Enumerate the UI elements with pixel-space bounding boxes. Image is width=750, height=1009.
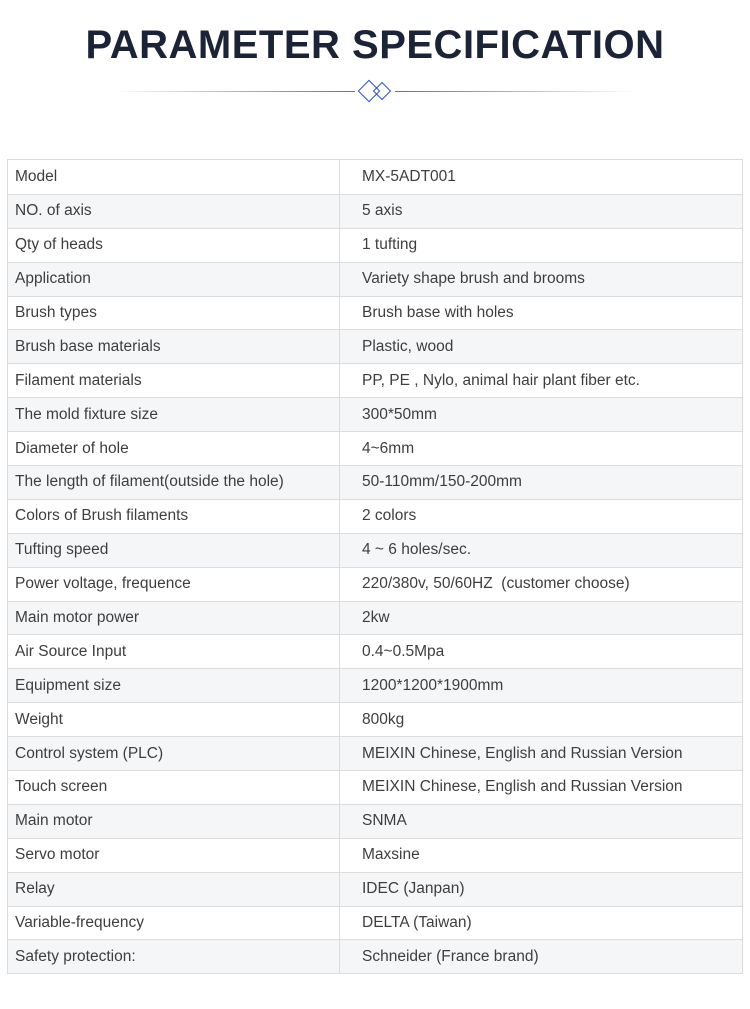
table-row	[8, 939, 742, 973]
spec-value: 300*50mm	[362, 405, 437, 423]
spec-label: Servo motor	[8, 839, 340, 872]
spec-label: Qty of heads	[8, 229, 340, 262]
page-title: PARAMETER SPECIFICATION	[85, 23, 665, 67]
spec-value: 1200*1200*1900mm	[362, 676, 504, 694]
table-row	[8, 770, 742, 804]
table-row	[8, 329, 742, 363]
table-row	[8, 296, 742, 330]
spec-label: Brush base materials	[8, 330, 340, 363]
spec-label: Air Source Input	[8, 635, 340, 668]
table-row	[8, 194, 742, 228]
spec-value: IDEC (Janpan)	[362, 880, 465, 898]
spec-label: Weight	[8, 703, 340, 736]
spec-table	[7, 159, 743, 974]
table-row	[8, 601, 742, 635]
spec-value: 4~6mm	[362, 439, 415, 457]
spec-value: 50-110mm/150-200mm	[362, 473, 522, 491]
spec-value: 2 colors	[362, 507, 417, 525]
spec-value: SNMA	[362, 812, 407, 830]
spec-value: 5 axis	[362, 202, 403, 220]
spec-value: 2kw	[362, 609, 390, 627]
spec-value: 1 tufting	[362, 236, 418, 254]
table-row	[8, 397, 742, 431]
spec-value: 4 ~ 6 holes/sec.	[362, 541, 471, 559]
spec-label: Tufting speed	[8, 534, 340, 567]
spec-label: Filament materials	[8, 364, 340, 397]
spec-value: Brush base with holes	[362, 304, 514, 321]
spec-label: Diameter of hole	[8, 432, 340, 465]
spec-label: Brush types	[8, 297, 340, 330]
spec-label: Main motor power	[8, 602, 340, 635]
table-row	[8, 567, 742, 601]
spec-label: Power voltage, frequence	[8, 568, 340, 601]
spec-label: The length of filament(outside the hole)	[8, 466, 340, 499]
table-row	[8, 431, 742, 465]
spec-label: Model	[8, 160, 340, 194]
spec-value: 0.4~0.5Mpa	[362, 642, 445, 660]
spec-value: MX-5ADT001	[362, 167, 456, 185]
table-row	[8, 906, 742, 940]
divider-line-left	[113, 91, 355, 92]
spec-label: Touch screen	[8, 771, 340, 804]
table-row	[8, 533, 742, 567]
table-row	[8, 363, 742, 397]
table-row	[8, 736, 742, 770]
diamond-small-icon	[373, 82, 391, 100]
spec-label: Relay	[8, 873, 340, 906]
table-row	[8, 872, 742, 906]
table-row	[8, 160, 742, 194]
table-row	[8, 228, 742, 262]
spec-value: DELTA (Taiwan)	[362, 914, 472, 932]
spec-value: PP, PE , Nylo, animal hair plant fiber etc.	[362, 371, 640, 389]
spec-label: Main motor	[8, 805, 340, 838]
spec-value: MEIXIN Chinese, English and Russian Version	[362, 744, 683, 762]
double-diamond-icon	[355, 78, 395, 104]
table-row	[8, 702, 742, 736]
spec-value: Schneider (France brand)	[362, 947, 539, 965]
spec-value: Variety shape brush and brooms	[362, 270, 585, 288]
table-row	[8, 804, 742, 838]
spec-value: 220/380v, 50/60HZ (customer choose)	[362, 575, 630, 593]
spec-label: Colors of Brush filaments	[8, 500, 340, 533]
spec-value: Plastic, wood	[362, 337, 454, 355]
table-row	[8, 499, 742, 533]
table-row	[8, 465, 742, 499]
table-row	[8, 668, 742, 702]
divider-line-right	[395, 91, 637, 92]
spec-value: MEIXIN Chinese, English and Russian Version	[362, 778, 683, 796]
table-row	[8, 262, 742, 296]
spec-label: NO. of axis	[8, 195, 340, 228]
spec-label: Safety protection:	[8, 940, 340, 973]
table-row	[8, 838, 742, 872]
spec-label: Variable-frequency	[8, 907, 340, 940]
spec-label: Application	[8, 263, 340, 296]
spec-label: Control system (PLC)	[8, 737, 340, 770]
spec-label: Equipment size	[8, 669, 340, 702]
spec-value: Maxsine	[362, 846, 420, 864]
title-divider	[113, 78, 637, 104]
spec-label: The mold fixture size	[8, 398, 340, 431]
table-row	[8, 634, 742, 668]
spec-value: 800kg	[362, 710, 405, 728]
